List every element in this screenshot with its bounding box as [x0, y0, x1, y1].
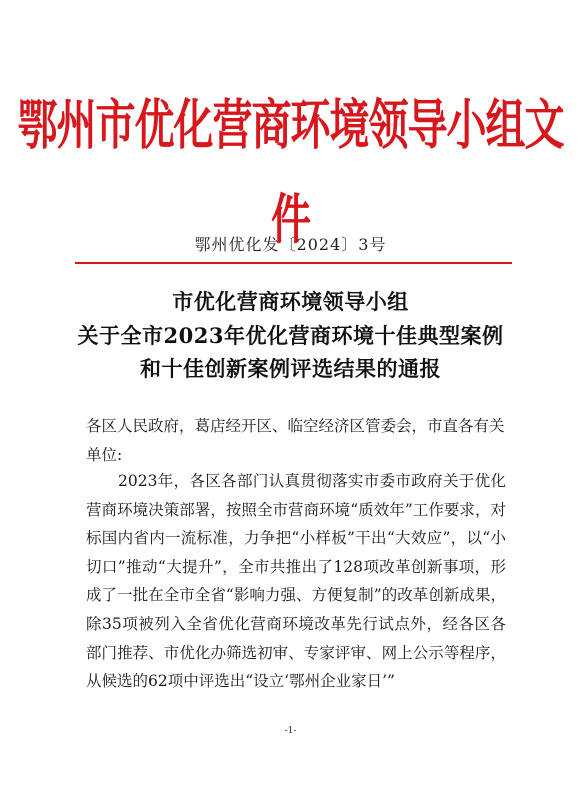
page-number: -1- — [284, 726, 297, 736]
notice-title-line-3: 和十佳创新案例评选结果的通报 — [140, 356, 441, 381]
red-divider-line — [75, 262, 512, 264]
salutation: 各区人民政府，葛店经开区、临空经济区管委会，市直各有关单位: — [86, 417, 505, 464]
notice-title-line-2: 关于全市2023年优化营商环境十佳典型案例 — [77, 323, 504, 348]
body-paragraph: 2023年，各区各部门认真贯彻落实市委市政府关于优化营商环境决策部署，按照全市营商环境“质效年”工作要求，对标国内省内一流标准，力争把“小样板”干出“大效应”，以“小切口”推动“大提升”，全市共推出了128项改革创新事项，形成了一批在全市全省“影响力强、方便复制”的改革创新成果，除35项被列入全省优化营商环境改革先行试点外，经各区各部门推荐、市优化办筛选初审、专家评审、网上公示等程序，从候选的62项中评选出“设立‘鄂州企业家日’” — [86, 472, 506, 691]
red-header-title: 鄂州市优化营商环境领导小组文件 — [17, 93, 564, 252]
document-number: 鄂州优化发〔2024〕3号 — [194, 235, 387, 254]
notice-title-line-1: 市优化营商环境领导小组 — [172, 289, 409, 314]
